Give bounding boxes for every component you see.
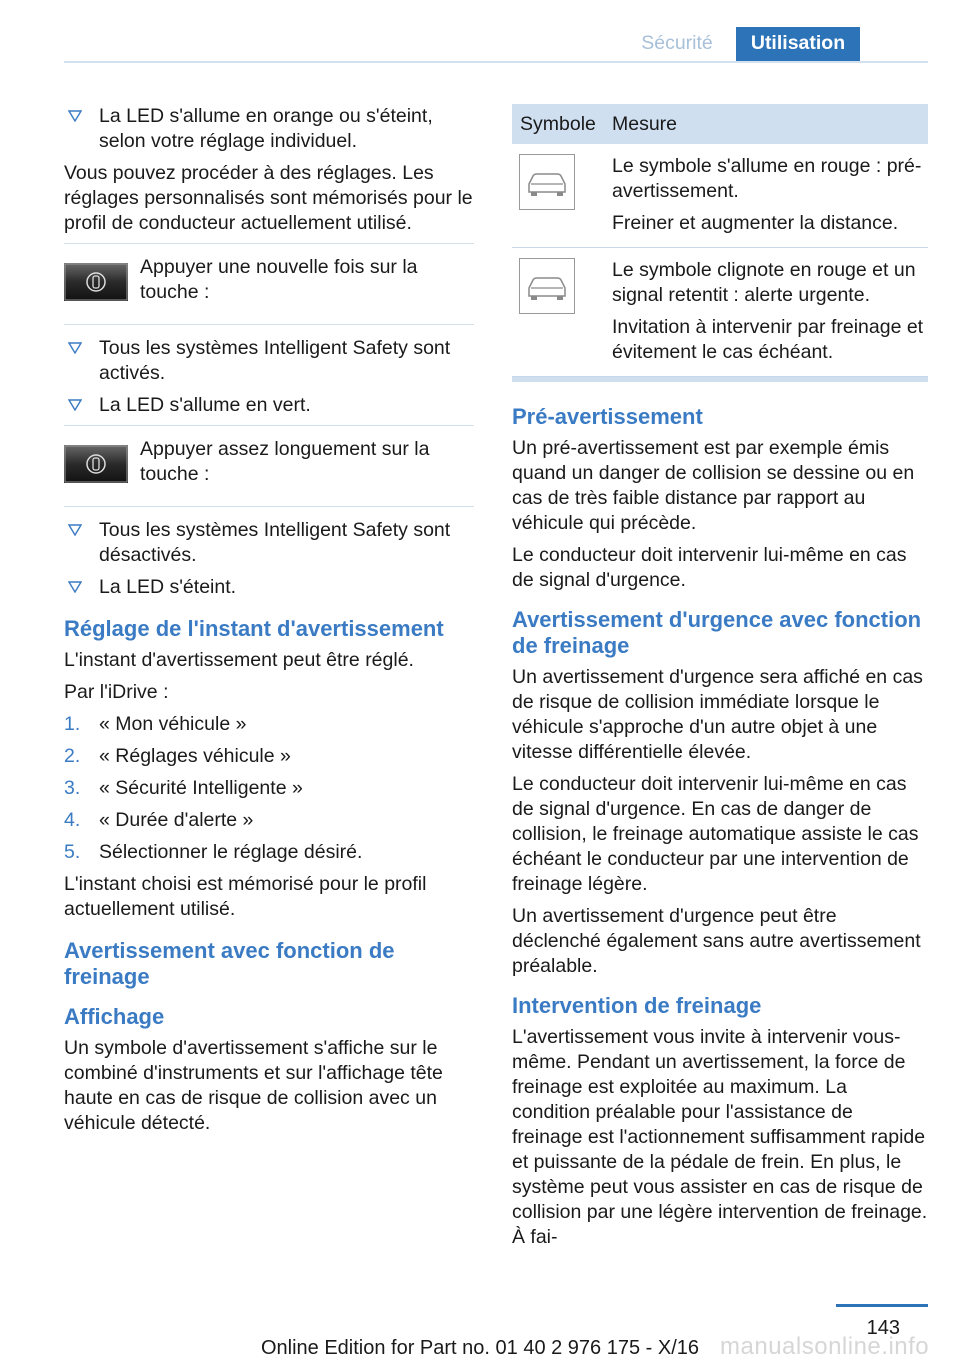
bullet-item: [64, 336, 474, 386]
car-warning-icon: [519, 154, 575, 210]
cell-text: Freiner et augmenter la distance.: [612, 212, 899, 234]
step-text: « Durée d'alerte »: [99, 809, 254, 831]
triangle-bullet-icon: [68, 524, 82, 535]
subsection-heading: Pré-avertissement: [512, 404, 703, 429]
bullet-text: La LED s'allume en vert.: [99, 394, 311, 416]
list-item: [64, 776, 474, 801]
table-cell: [612, 248, 928, 376]
divider: [64, 506, 474, 507]
header-symbole: Symbole: [520, 113, 596, 135]
paragraph: Un symbole d'avertissement s'affiche sur le combiné d'instruments et sur l'affichage tête haute en cas de risque de collision avec un véhicule détecté.: [64, 1037, 443, 1134]
symbol-table: [512, 104, 928, 382]
icon-instruction: [64, 255, 474, 313]
page-number: 143: [866, 1317, 900, 1339]
paragraph: Par l'iDrive :: [64, 681, 169, 703]
section-heading: Avertissement avec fonction de freinage: [64, 938, 395, 989]
section-heading: Réglage de l'instant d'avertissement: [64, 616, 444, 641]
step-number: 4.: [64, 809, 81, 831]
instruction-text: Appuyer assez longuement sur la touche :: [140, 438, 430, 485]
bullet-item: [64, 575, 474, 600]
section-tab: Sécurité: [641, 32, 713, 54]
subsection-heading: Affichage: [64, 1004, 165, 1029]
paragraph: Vous pouvez procéder à des réglages. Les réglages personnalisés sont mémorisés pour le profil de conducteur actuellement utilisé.: [64, 162, 473, 234]
triangle-bullet-icon: [68, 581, 82, 592]
bullet-item: [64, 104, 474, 154]
list-item: [64, 840, 474, 865]
bullet-text: La LED s'allume en orange ou s'éteint, selon votre réglage individuel.: [99, 105, 433, 152]
divider: [64, 425, 474, 426]
triangle-bullet-icon: [68, 110, 82, 121]
paragraph: L'instant d'avertissement peut être réglé.: [64, 649, 414, 671]
paragraph: Un avertissement d'urgence sera affiché en cas de risque de collision immédiate lorsque le véhicule s'approche d'un autre objet à une vitesse différentielle élevée.: [512, 666, 923, 763]
divider: [64, 243, 474, 244]
paragraph: L'instant choisi est mémorisé pour le profil actuellement utilisé.: [64, 873, 427, 920]
paragraph: Le conducteur doit intervenir lui-même en cas de signal d'urgence.: [512, 544, 907, 591]
paragraph: Un avertissement d'urgence peut être déclenché également sans autre avertissement préalable.: [512, 905, 921, 977]
cell-text: Invitation à intervenir par freinage et évitement le cas échéant.: [612, 316, 924, 363]
bullet-item: [64, 393, 474, 418]
step-number: 1.: [64, 713, 81, 735]
car-warning-icon: [519, 258, 575, 314]
list-item: [64, 712, 474, 737]
step-number: 3.: [64, 777, 81, 799]
step-text: « Réglages véhicule »: [99, 745, 291, 767]
bullet-item: [64, 518, 474, 568]
table-row: [512, 248, 928, 377]
step-text: « Mon véhicule »: [99, 713, 247, 735]
bullet-text: Tous les systèmes Intelligent Safety sont désactivés.: [99, 519, 451, 566]
divider: [64, 324, 474, 325]
chapter-tab: Utilisation: [736, 27, 860, 62]
right-column: [512, 390, 928, 1257]
instruction-text: Appuyer une nouvelle fois sur la touche :: [140, 256, 418, 303]
safety-button-icon: [64, 263, 128, 301]
list-item: [64, 808, 474, 833]
table-end-bar: [512, 377, 928, 382]
safety-button-icon: [64, 445, 128, 483]
list-item: [64, 744, 474, 769]
bullet-text: Tous les systèmes Intelligent Safety sont activés.: [99, 337, 451, 384]
triangle-bullet-icon: [68, 399, 82, 410]
paragraph: Un pré-avertissement est par exemple émis quand un danger de collision se dessine ou en cas de très faible distance par rapport au véhicule qui précède.: [512, 437, 915, 534]
cell-text: Le symbole s'allume en rouge : pré-avertissement.: [612, 155, 922, 202]
edition-note: Online Edition for Part no. 01 40 2 976 175 - X/16: [260, 1337, 700, 1359]
header-rule: [64, 61, 928, 63]
table-header: [512, 104, 928, 144]
step-text: Sélectionner le réglage désiré.: [99, 841, 363, 863]
left-column: [64, 104, 474, 1143]
icon-instruction: [64, 437, 474, 495]
step-number: 5.: [64, 841, 81, 863]
paragraph: Le conducteur doit intervenir lui-même en cas de signal d'urgence. En cas de danger de collision, le freinage automatique assiste le cas échéant le conducteur par une intervention de freinage légère.: [512, 773, 919, 895]
page-header: [0, 0, 960, 62]
footer-rule: [836, 1304, 928, 1307]
bullet-text: La LED s'éteint.: [99, 576, 237, 598]
subsection-heading: Avertissement d'urgence avec fonction de freinage: [512, 607, 922, 658]
triangle-bullet-icon: [68, 342, 82, 353]
subsection-heading: Intervention de freinage: [512, 993, 762, 1018]
table-cell: [612, 144, 928, 247]
step-text: « Sécurité Intelligente »: [99, 777, 303, 799]
header-mesure: Mesure: [612, 113, 678, 135]
paragraph: L'avertissement vous invite à intervenir vous-même. Pendant un avertissement, la force de freinage est exploitée au maximum. La condition préalable pour l'assistance de freinage est l'actionnement suffisamment rapide et puissante de la pédale de frein. En plus, le système peut vous assister en cas de risque de collision par une légère intervention de freinage. À fai-: [512, 1026, 928, 1248]
watermark: manualsonline.info: [720, 1333, 930, 1360]
table-row: [512, 144, 928, 248]
steps-list: [64, 712, 474, 865]
cell-text: Le symbole clignote en rouge et un signal retentit : alerte urgente.: [612, 259, 916, 306]
step-number: 2.: [64, 745, 81, 767]
